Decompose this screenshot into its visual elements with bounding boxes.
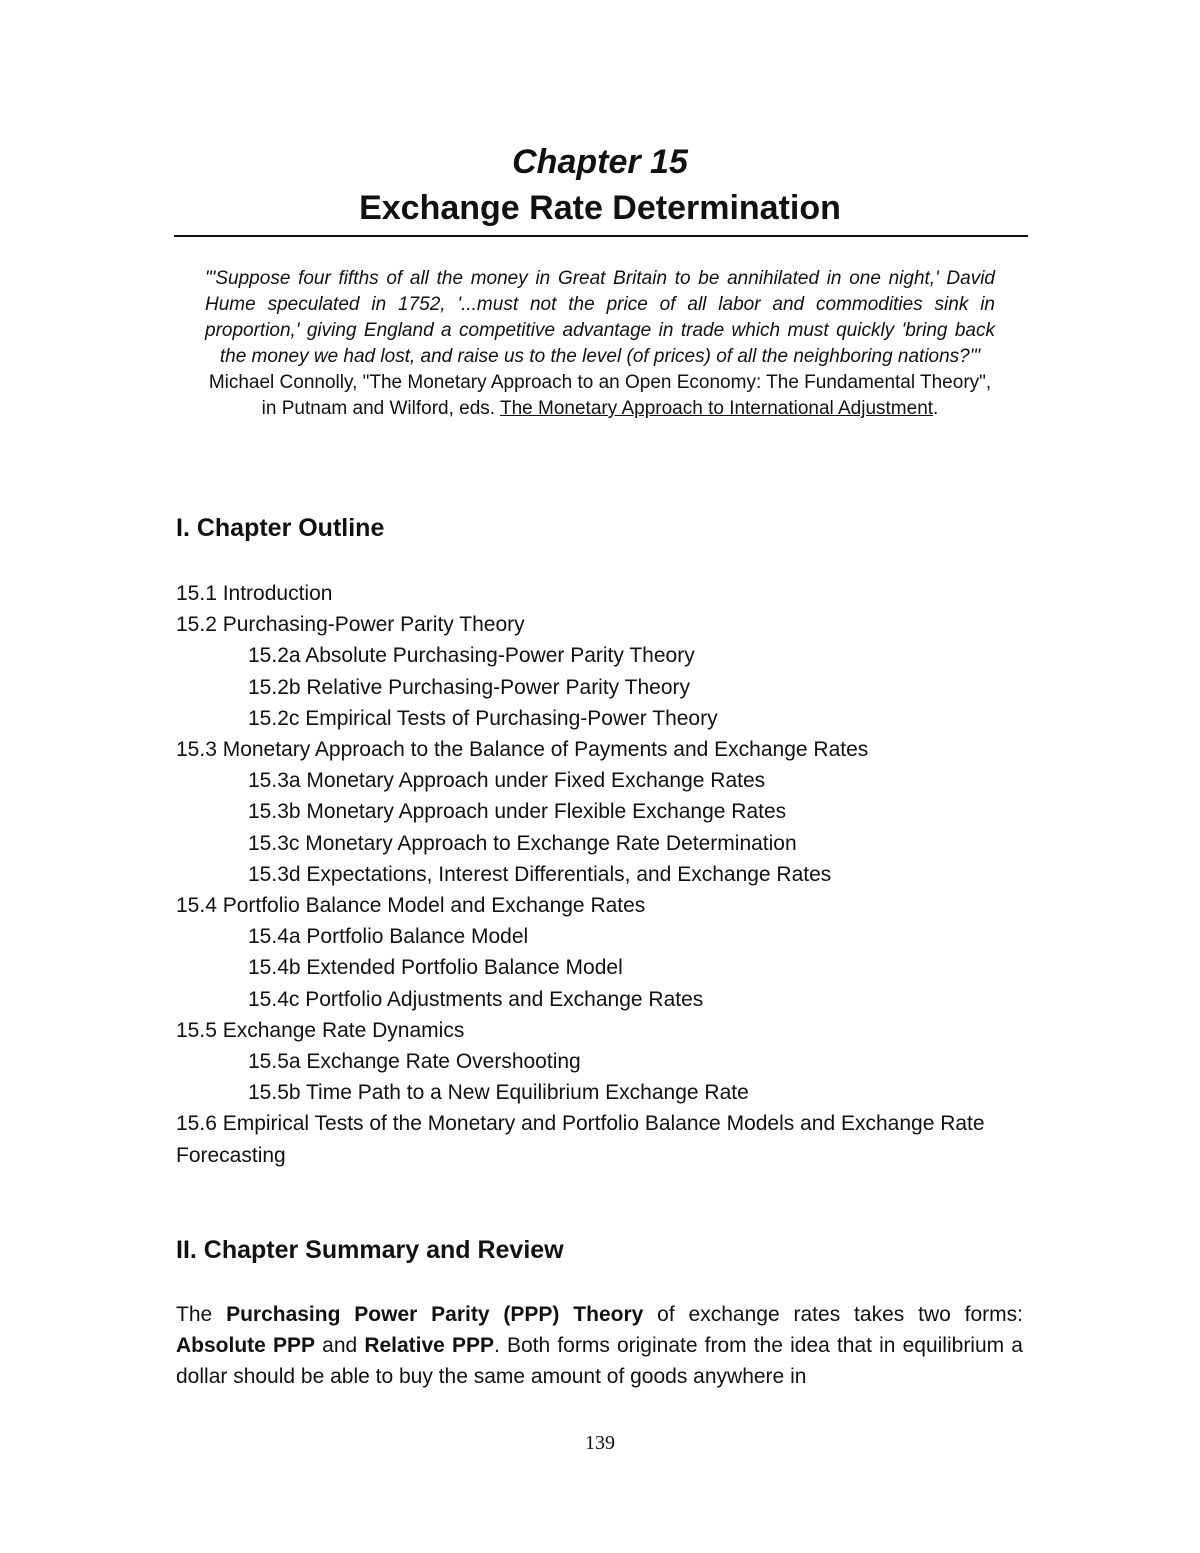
chapter-outline-list	[176, 578, 1036, 1171]
outline-subitem: 15.3a Monetary Approach under Fixed Exchange Rates	[248, 769, 766, 793]
outline-subitem: 15.3c Monetary Approach to Exchange Rate Determination	[248, 831, 797, 855]
summary-text: and	[315, 1334, 365, 1358]
summary-text: . Both forms originate from the idea that in equilibrium a dollar should be able to buy the same amount of goods anywhere in	[176, 1334, 1023, 1389]
outline-subitem: 15.2a Absolute Purchasing-Power Parity Theory	[248, 644, 695, 668]
epigraph-source-end: .	[933, 398, 939, 419]
epigraph-quote: "'Suppose four fifths of all the money in Great Britain to be annihilated in one night,' David Hume speculated in 1752, '...must not the price of all labor and commodities sink in proportion,' giving England a competitive advantage in trade which must quickly 'bring back the money we had lost, and raise us to the level (of prices) of all the neighboring nations?'"	[205, 268, 995, 367]
outline-item: 15.2 Purchasing-Power Parity Theory	[176, 613, 525, 637]
outline-item: 15.5 Exchange Rate Dynamics	[176, 1018, 465, 1042]
chapter-title: Exchange Rate Determination	[359, 189, 841, 227]
outline-subitem: 15.5b Time Path to a New Equilibrium Exchange Rate	[248, 1081, 749, 1105]
outline-subitem: 15.4b Extended Portfolio Balance Model	[248, 956, 623, 980]
epigraph-source	[205, 370, 995, 422]
outline-item: 15.1 Introduction	[176, 582, 333, 605]
epigraph-source-book: The Monetary Approach to International Adjustment	[500, 398, 934, 419]
outline-subitem: 15.2c Empirical Tests of Purchasing-Power Theory	[248, 706, 718, 730]
epigraph	[205, 266, 995, 422]
outline-item: 15.4 Portfolio Balance Model and Exchange Rates	[176, 894, 646, 918]
outline-subitem: 15.3d Expectations, Interest Differentials, and Exchange Rates	[248, 862, 832, 886]
outline-item: 15.6 Empirical Tests of the Monetary and Portfolio Balance Models and Exchange Rate Forecasting	[176, 1112, 985, 1167]
chapter-summary-heading: II. Chapter Summary and Review	[176, 1236, 564, 1264]
chapter-number: Chapter 15	[512, 143, 688, 181]
summary-term-ppp-theory: Purchasing Power Parity (PPP) Theory	[226, 1303, 644, 1326]
summary-text: The	[176, 1303, 227, 1326]
epigraph-source-text: Michael Connolly, "The Monetary Approach to an Open Economy: The Fundamental Theory", in Putnam and Wilford, eds.	[208, 372, 992, 419]
summary-term-relative-ppp: Relative PPP	[364, 1334, 495, 1358]
outline-subitem: 15.2b Relative Purchasing-Power Parity Theory	[248, 675, 690, 699]
outline-subitem: 15.4c Portfolio Adjustments and Exchange Rates	[248, 987, 704, 1011]
title-divider	[174, 235, 1028, 237]
summary-text: of exchange rates takes two forms:	[643, 1303, 1023, 1326]
outline-subitem: 15.3b Monetary Approach under Flexible Exchange Rates	[248, 800, 787, 824]
chapter-outline-heading: I. Chapter Outline	[176, 514, 385, 542]
summary-paragraph	[176, 1299, 1023, 1393]
outline-item: 15.3 Monetary Approach to the Balance of Payments and Exchange Rates	[176, 738, 869, 762]
page-number: 139	[585, 1432, 615, 1454]
summary-term-absolute-ppp: Absolute PPP	[176, 1334, 315, 1358]
outline-subitem: 15.5a Exchange Rate Overshooting	[248, 1050, 581, 1074]
outline-subitem: 15.4a Portfolio Balance Model	[248, 925, 529, 949]
